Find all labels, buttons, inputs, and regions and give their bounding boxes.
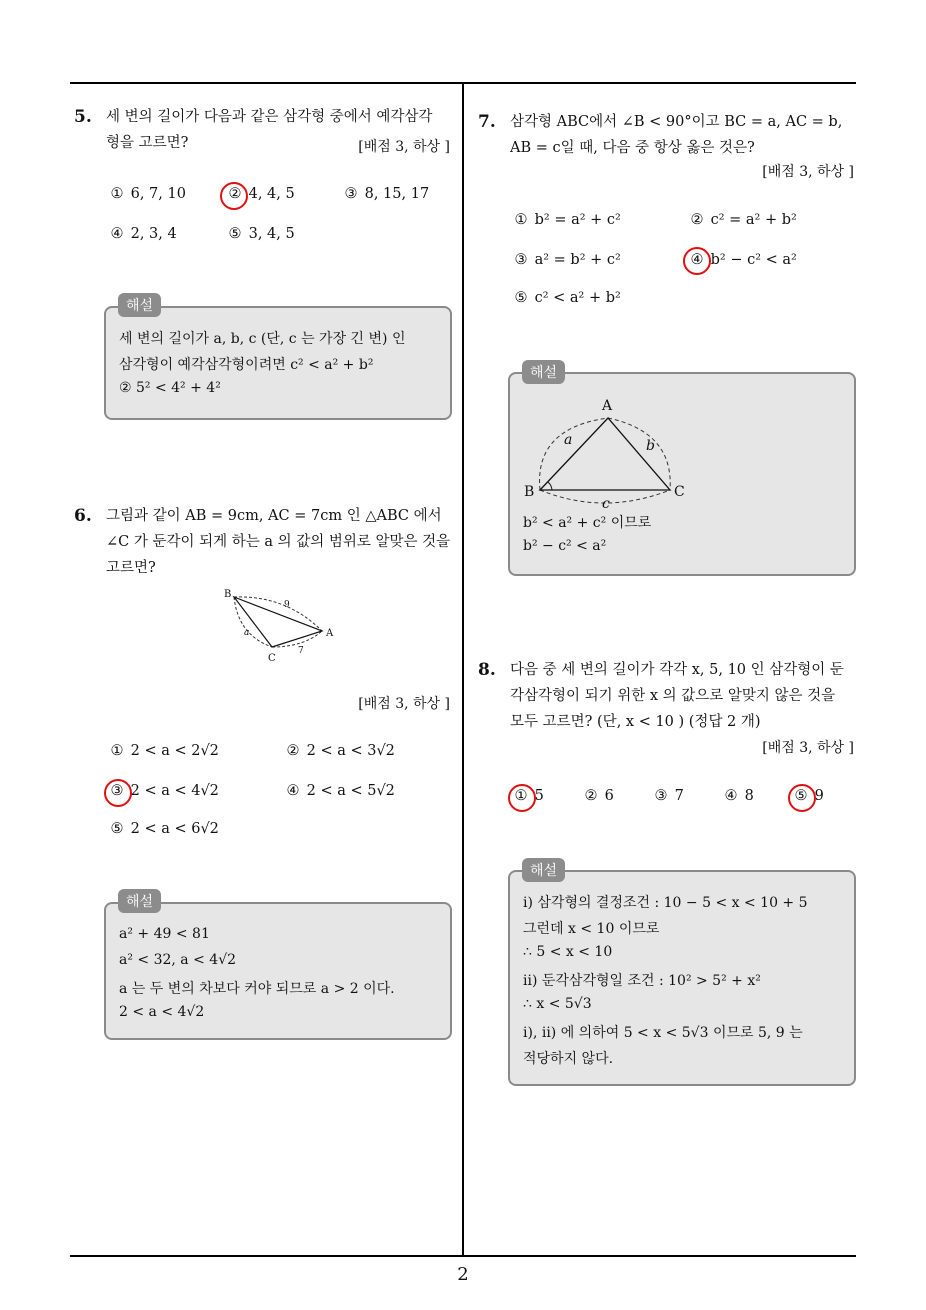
q6-choice-3[interactable]: ③ 2 < a < 4√2 <box>110 783 219 799</box>
q7-choice-2[interactable]: ② c² = a² + b² <box>690 212 797 228</box>
q6-choice-2[interactable]: ② 2 < a < 3√2 <box>286 743 395 759</box>
q8-solution-line5: ∴ x < 5√3 <box>523 996 592 1012</box>
q7-choice-3[interactable]: ③ a² = b² + c² <box>514 252 621 268</box>
q5-solution-line3: ② 5² < 4² + 4² <box>119 380 221 396</box>
q8-solution-line7: 적당하지 않다. <box>523 1051 614 1067</box>
q7-label-b-vertex: B <box>524 484 535 500</box>
q5-solution-box <box>104 306 452 420</box>
q8-solution-line1: ⅰ) 삼각형의 결정조건 : 10 − 5 < x < 10 + 5 <box>523 895 808 911</box>
q7-choice-4[interactable]: ④ b² − c² < a² <box>690 252 797 268</box>
q6-solution-line4: 2 < a < 4√2 <box>119 1004 205 1020</box>
q7-answer-mark <box>683 247 711 275</box>
q5-choice-3[interactable]: ③ 8, 15, 17 <box>344 186 430 202</box>
question-5-text-line1: 세 변의 길이가 다음과 같은 삼각형 중에서 예각삼각 <box>106 109 433 125</box>
q6-solution-line3: a 는 두 변의 차보다 커야 되므로 a > 2 이다. <box>119 981 395 997</box>
q5-solution-line2: 삼각형이 예각삼각형이려면 c² < a² + b² <box>119 357 374 373</box>
q8-choice-3[interactable]: ③ 7 <box>654 788 684 804</box>
question-8-number: 8. <box>478 660 496 680</box>
q8-choice-2[interactable]: ② 6 <box>584 788 614 804</box>
q8-solution-line6: ⅰ), ⅱ) 에 의하여 5 < x < 5√3 이므로 5, 9 는 <box>523 1025 803 1041</box>
q7-label-side-c: c <box>602 496 610 508</box>
question-5-meta: [배점 3, 하상 ] <box>358 139 450 155</box>
question-8-meta: [배점 3, 하상 ] <box>762 740 854 756</box>
q8-solution-line2: 그런데 x < 10 이므로 <box>523 921 660 937</box>
question-6-meta: [배점 3, 하상 ] <box>358 696 450 712</box>
q6-answer-mark <box>104 779 132 807</box>
q5-choice-2[interactable]: ② 4, 4, 5 <box>228 186 295 202</box>
question-6-text-line1: 그림과 같이 AB = 9cm, AC = 7cm 인 △ABC 에서 <box>106 508 442 524</box>
q8-solution-line4: ⅱ) 둔각삼각형일 조건 : 10² > 5² + x² <box>523 973 761 989</box>
q6-triangle-figure <box>216 585 346 665</box>
q7-choice-5[interactable]: ⑤ c² < a² + b² <box>514 290 621 306</box>
q7-choice-1[interactable]: ① b² = a² + c² <box>514 212 621 228</box>
q8-answer-mark-1 <box>508 784 536 812</box>
question-8-text-line1: 다음 중 세 변의 길이가 각각 x, 5, 10 인 삼각형이 둔 <box>510 662 844 678</box>
question-8-text-line3: 모두 고르면? (단, x < 10 ) (정답 2 개) <box>510 714 761 730</box>
page-number: 2 <box>457 1264 469 1285</box>
q6-choice-5[interactable]: ⑤ 2 < a < 6√2 <box>110 821 219 837</box>
q8-answer-mark-5 <box>788 784 816 812</box>
q7-label-side-a: a <box>564 432 573 448</box>
q6-label-b: B <box>224 589 232 600</box>
q6-solution-box <box>104 902 452 1040</box>
q6-choice-4[interactable]: ④ 2 < a < 5√2 <box>286 783 395 799</box>
question-8-text-line2: 각삼각형이 되기 위한 x 의 값으로 알맞지 않은 것을 <box>510 688 836 704</box>
q7-label-c-vertex: C <box>674 484 685 500</box>
q6-solution-line2: a² < 32, a < 4√2 <box>119 952 237 968</box>
q6-label-side-a: a <box>244 628 250 638</box>
q7-triangle-figure <box>524 388 704 508</box>
question-6-text-line2: ∠C 가 둔각이 되게 하는 a 의 값의 범위로 알맞은 것을 <box>106 534 451 550</box>
q7-label-a-vertex: A <box>602 398 613 414</box>
q5-solution-tag: 해설 <box>118 293 161 317</box>
q5-solution-line1: 세 변의 길이가 a, b, c (단, c 는 가장 긴 변) 인 <box>119 331 406 347</box>
q7-solution-line1: b² < a² + c² 이므로 <box>523 515 652 531</box>
q6-solution-tag: 해설 <box>118 889 161 913</box>
q7-solution-box <box>508 372 856 576</box>
q6-label-a: A <box>326 628 334 639</box>
q5-choice-5[interactable]: ⑤ 3, 4, 5 <box>228 226 295 242</box>
question-7-text-line2: AB = c일 때, 다음 중 항상 옳은 것은? <box>510 140 755 156</box>
q5-choice-4[interactable]: ④ 2, 3, 4 <box>110 226 177 242</box>
q8-solution-box <box>508 870 856 1086</box>
q6-label-9: 9 <box>284 600 290 610</box>
q8-solution-line3: ∴ 5 < x < 10 <box>523 944 613 960</box>
q5-choice-1[interactable]: ① 6, 7, 10 <box>110 186 186 202</box>
question-5-text-line2: 형을 고르면? <box>106 135 189 151</box>
q8-choice-5[interactable]: ⑤ 9 <box>794 788 824 804</box>
q7-solution-tag: 해설 <box>522 360 565 384</box>
q6-label-c: C <box>268 653 276 664</box>
q5-answer-mark <box>220 182 248 210</box>
column-divider <box>462 82 464 1256</box>
question-7-text-line1: 삼각형 ABC에서 ∠B < 90°이고 BC = a, AC = b, <box>510 114 843 130</box>
q8-choice-1[interactable]: ① 5 <box>514 788 544 804</box>
q8-choice-4[interactable]: ④ 8 <box>724 788 754 804</box>
bottom-rule <box>70 1255 856 1257</box>
q7-solution-line2: b² − c² < a² <box>523 538 607 554</box>
q7-label-side-b: b <box>646 438 655 454</box>
q6-label-7: 7 <box>298 646 304 656</box>
question-7-number: 7. <box>478 112 496 132</box>
question-6-text-line3: 고르면? <box>106 560 156 576</box>
question-5-number: 5. <box>74 107 92 127</box>
question-7-meta: [배점 3, 하상 ] <box>762 164 854 180</box>
q6-choice-1[interactable]: ① 2 < a < 2√2 <box>110 743 219 759</box>
q6-solution-line1: a² + 49 < 81 <box>119 926 210 942</box>
q8-solution-tag: 해설 <box>522 858 565 882</box>
question-6-number: 6. <box>74 506 92 526</box>
